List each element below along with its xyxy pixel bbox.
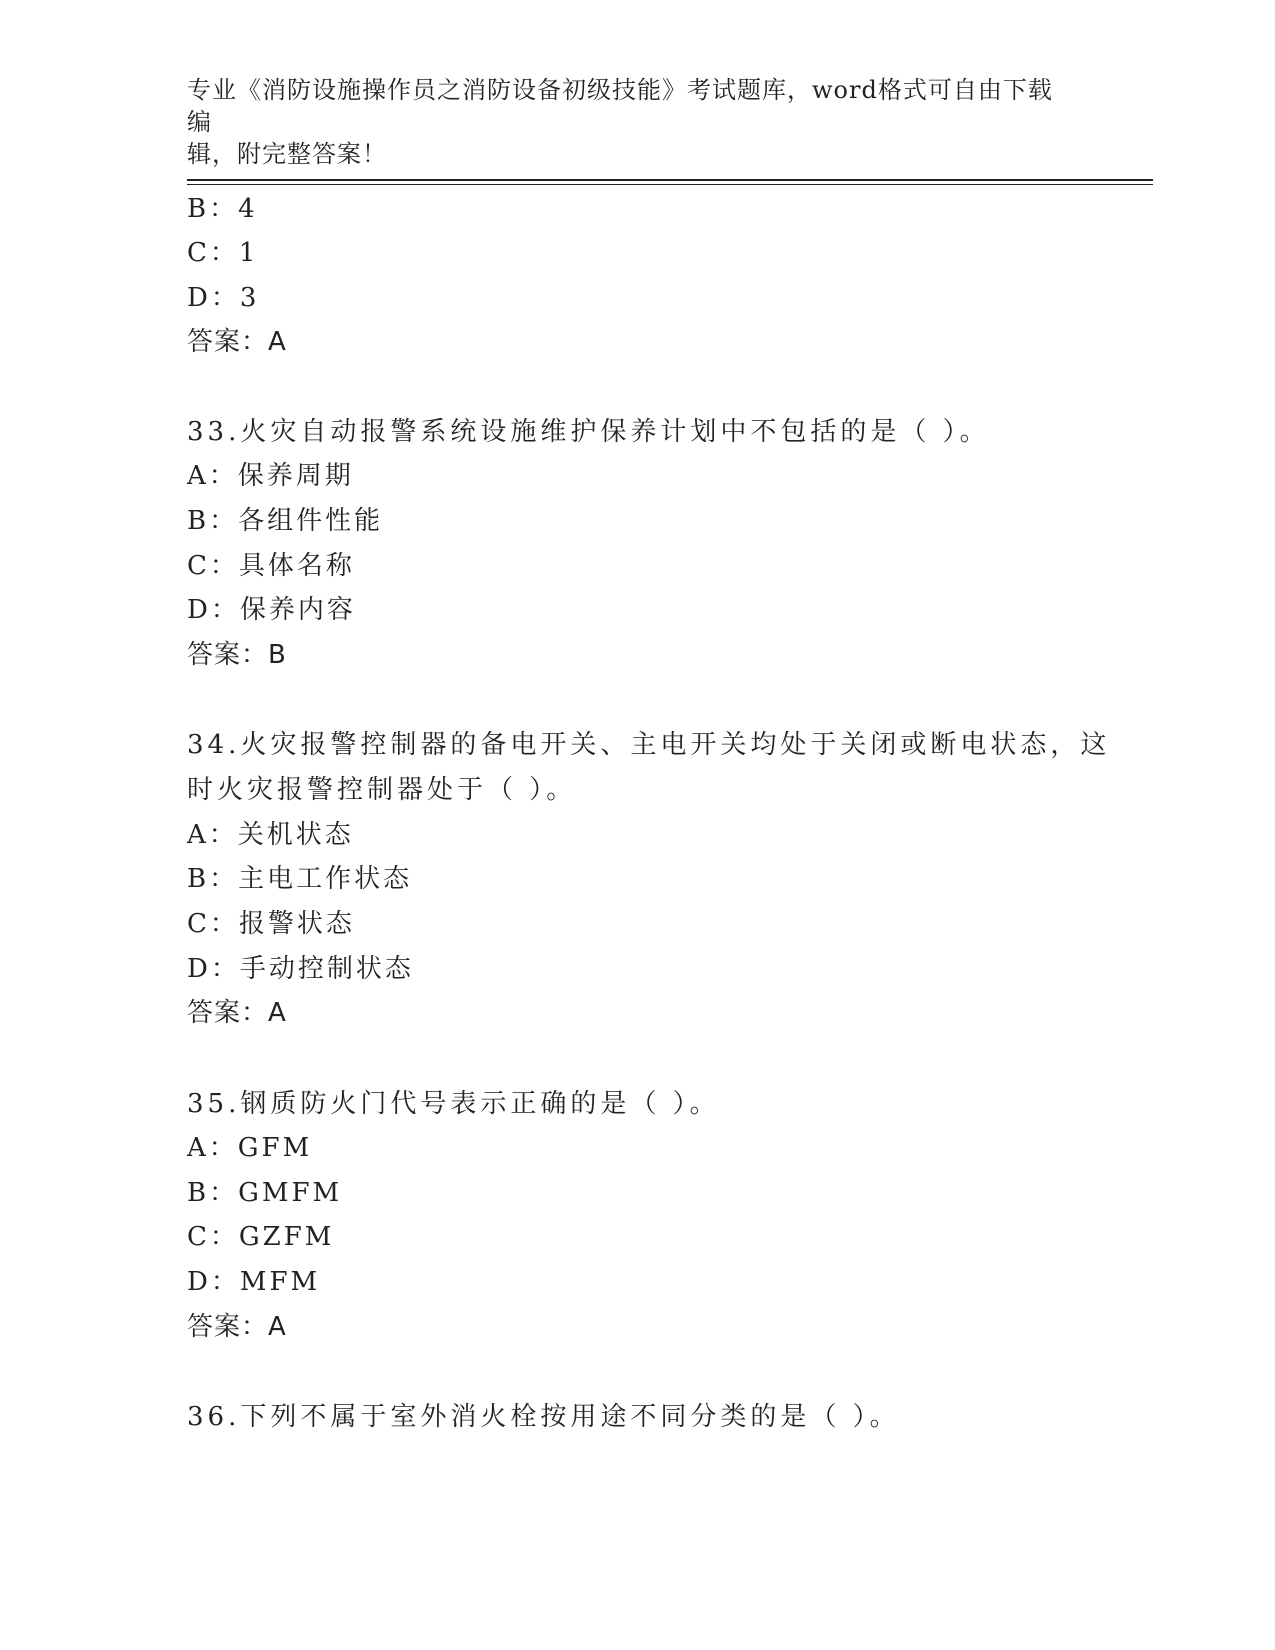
header-divider-thick: [187, 179, 1153, 181]
q33-option-b: B：各组件性能: [187, 506, 384, 536]
q34-option-a: A：关机状态: [187, 820, 354, 850]
q34-stem-line-1: 34.火灾报警控制器的备电开关、主电开关均处于关闭或断电状态，这: [187, 730, 1111, 760]
q36-stem: 36.下列不属于室外消火栓按用途不同分类的是（ ）。: [187, 1402, 900, 1432]
q35-option-b: B：GMFM: [187, 1178, 343, 1208]
q33-option-c: C：具体名称: [187, 551, 355, 581]
q32-option-d: D：3: [187, 283, 260, 313]
header-divider-thin: [187, 184, 1153, 185]
q35-answer: 答案：A: [187, 1312, 287, 1342]
header-line-2: 辑，附完整答案！: [187, 140, 387, 168]
q33-answer: 答案：B: [187, 640, 287, 670]
q32-option-b: B：4: [187, 194, 258, 224]
q34-option-d: D：手动控制状态: [187, 954, 414, 984]
q35-stem: 35.钢质防火门代号表示正确的是（ ）。: [187, 1089, 720, 1119]
header-line-1: 专业《消防设施操作员之消防设备初级技能》考试题库，word格式可自由下载编: [187, 76, 1053, 136]
q34-option-c: C：报警状态: [187, 909, 355, 939]
q34-option-b: B：主电工作状态: [187, 864, 413, 894]
q32-option-c: C：1: [187, 238, 259, 268]
q35-option-a: A：GFM: [187, 1133, 313, 1163]
q33-option-d: D：保养内容: [187, 595, 356, 625]
q34-stem-line-2: 时火灾报警控制器处于（ ）。: [187, 775, 577, 805]
q34-answer: 答案：A: [187, 998, 287, 1028]
document-header: [187, 74, 1067, 170]
q32-answer: 答案：A: [187, 327, 287, 357]
q35-option-c: C：GZFM: [187, 1222, 335, 1252]
q33-option-a: A：保养周期: [187, 461, 354, 491]
q33-stem: 33.火灾自动报警系统设施维护保养计划中不包括的是（ ）。: [187, 417, 990, 447]
q35-option-d: D：MFM: [187, 1267, 321, 1297]
